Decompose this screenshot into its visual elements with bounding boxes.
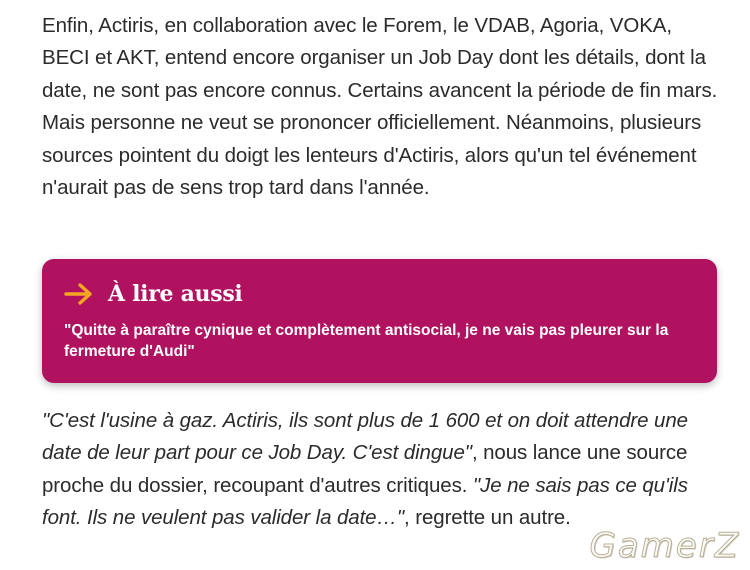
paragraph-text: , regrette un autre.: [404, 506, 571, 530]
quote: "Je ne sais pas ce qu'ils font. Ils ne veulent pas valider la date…": [42, 473, 688, 530]
read-also-link[interactable]: "Quitte à paraître cynique et complètement antisocial, je ne vais pas pleurer sur la fermeture d'Audi": [64, 322, 669, 360]
watermark: GamerZ: [589, 526, 740, 566]
arrow-right-icon: [64, 282, 94, 306]
article-paragraph: [42, 405, 722, 535]
article-body-lower: [42, 405, 722, 535]
read-also-header: [64, 279, 693, 309]
read-also-title: À lire aussi: [108, 281, 243, 307]
read-also-card[interactable]: [42, 259, 717, 383]
quote: "C'est l'usine à gaz. Actiris, ils sont plus de 1 600 et on doit attendre une date de leur part pour ce Job Day. C'est dingue": [42, 409, 688, 465]
paragraph-text: , nous lance une source proche du dossier, recoupant d'autres critiques.: [42, 441, 688, 497]
article-paragraph: Enfin, Actiris, en collaboration avec le Forem, le VDAB, Agoria, VOKA, BECI et AKT, entend encore organiser un Job Day dont les détails, dont la date, ne sont pas encore connus. Certains avancent la période de fin mars. Mais personne ne veut se prononcer officiellement. Néanmoins, plusieurs sources pointent du doigt les lenteurs d'Actiris, alors qu'un tel événement n'aurait pas de sens trop tard dans l'année.: [42, 14, 718, 200]
article-body: [42, 10, 722, 204]
